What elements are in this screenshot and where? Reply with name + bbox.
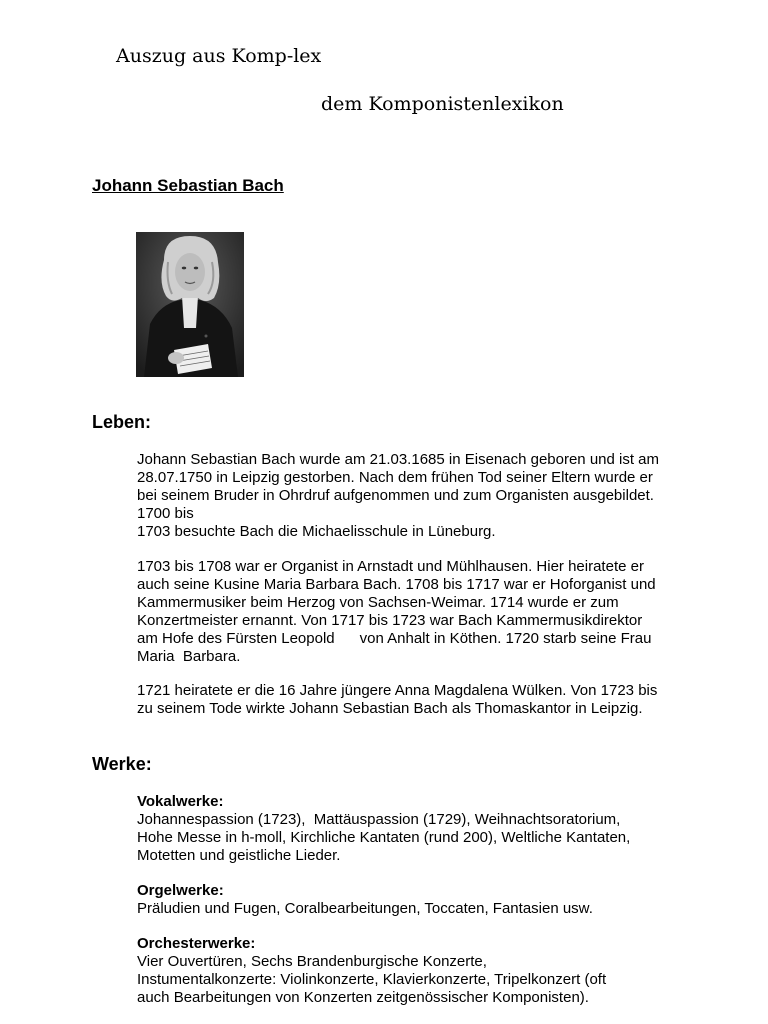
orchesterwerke-section — [137, 935, 606, 1007]
orgelwerke-section — [137, 882, 593, 918]
text-line: auch Bearbeitungen von Konzerten zeitgenössischer Komponisten). — [137, 989, 589, 1006]
text-line: 1703 bis 1708 war er Organist in Arnstadt und Mühlhausen. Hier heiratete er — [137, 558, 644, 575]
composer-name-heading: Johann Sebastian Bach — [92, 176, 284, 195]
werke-heading: Werke: — [92, 754, 152, 774]
text-line: bei seinem Bruder in Ohrdruf aufgenommen und zum Organisten ausgebildet. — [137, 487, 654, 504]
leben-paragraph-1 — [137, 451, 659, 541]
text-line: 28.07.1750 in Leipzig gestorben. Nach dem frühen Tod seiner Eltern wurde er — [137, 469, 653, 486]
document-title-line-1: Auszug aus Komp-lex — [116, 45, 322, 67]
text-line: Instumentalkonzerte: Violinkonzerte, Klavierkonzerte, Tripelkonzert (oft — [137, 971, 607, 988]
text-line: Maria Barbara. — [137, 648, 241, 665]
leben-paragraph-2 — [137, 558, 656, 666]
document-title-line-2: dem Komponistenlexikon — [321, 93, 564, 115]
text-line: 1700 bis — [137, 505, 194, 522]
text-line: Kammermusiker beim Herzog von Sachsen-Weimar. 1714 wurde er zum — [137, 594, 619, 611]
leben-paragraph-3 — [137, 682, 657, 718]
text-line: Konzertmeister ernannt. Von 1717 bis 1723 war Bach Kammermusikdirektor — [137, 612, 643, 629]
text-line: Hohe Messe in h-moll, Kirchliche Kantaten (rund 200), Weltliche Kantaten, — [137, 829, 631, 846]
text-line: Vier Ouvertüren, Sechs Brandenburgische Konzerte, — [137, 953, 487, 970]
vokalwerke-title: Vokalwerke: — [137, 793, 224, 810]
leben-heading: Leben: — [92, 412, 152, 432]
orgelwerke-title: Orgelwerke: — [137, 882, 224, 899]
bach-portrait-icon — [136, 232, 244, 377]
text-line: Motetten und geistliche Lieder. — [137, 847, 341, 864]
text-line: 1721 heiratete er die 16 Jahre jüngere Anna Magdalena Wülken. Von 1723 bis — [137, 682, 658, 699]
text-line: auch seine Kusine Maria Barbara Bach. 1708 bis 1717 war er Hoforganist und — [137, 576, 656, 593]
text-line: am Hofe des Fürsten Leopold von Anhalt in Köthen. 1720 starb seine Frau — [137, 630, 652, 647]
text-line: 1703 besuchte Bach die Michaelisschule in Lüneburg. — [137, 523, 496, 540]
text-line: Johann Sebastian Bach wurde am 21.03.1685 in Eisenach geboren und ist am — [137, 451, 660, 468]
text-line: Johannespassion (1723), Mattäuspassion (1729), Weihnachtsoratorium, — [137, 811, 621, 828]
text-line: zu seinem Tode wirkte Johann Sebastian Bach als Thomaskantor in Leipzig. — [137, 700, 643, 717]
vokalwerke-section — [137, 793, 630, 865]
orchesterwerke-title: Orchesterwerke: — [137, 935, 256, 952]
text-line: Präludien und Fugen, Coralbearbeitungen, Toccaten, Fantasien usw. — [137, 900, 593, 917]
